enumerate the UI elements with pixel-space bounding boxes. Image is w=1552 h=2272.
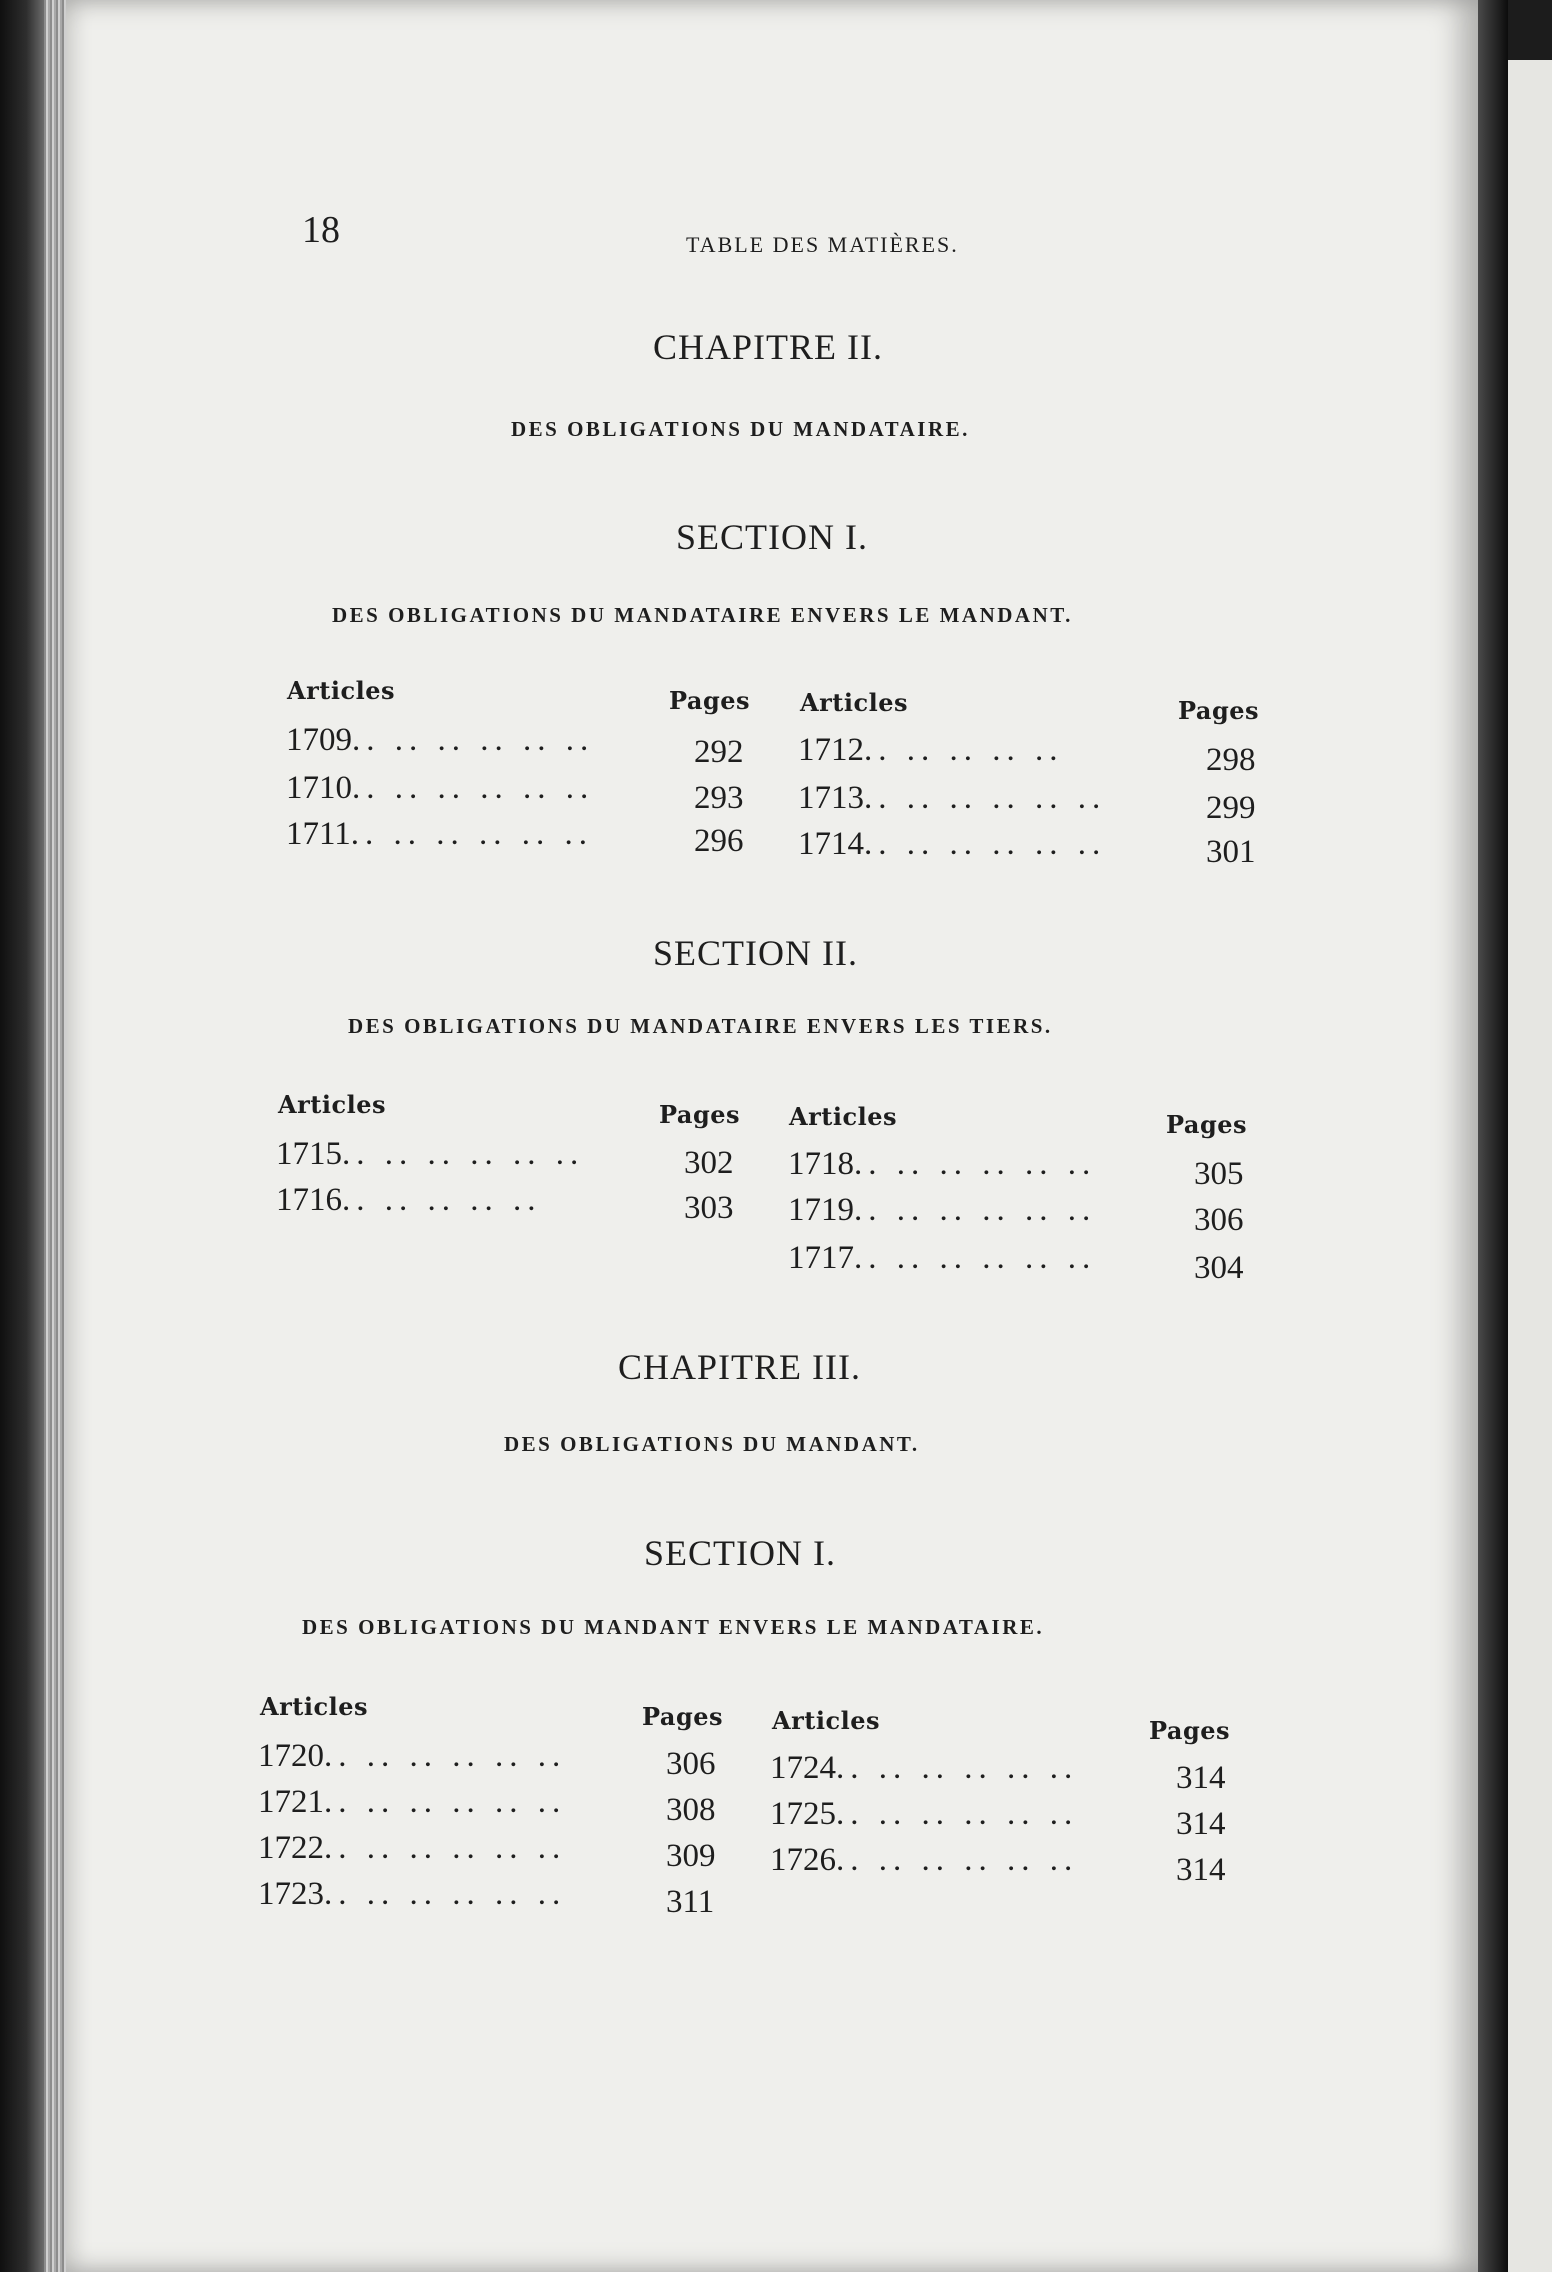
book-gutter [1478,0,1508,2272]
toc-entry [258,1830,566,1867]
toc-entry [788,1192,1096,1229]
toc-entry [770,1750,1078,1787]
dot-leader: .. .. .. .. .. .. [854,1192,1097,1228]
dot-leader: .. .. .. .. .. .. [836,1842,1079,1878]
page-ref: 303 [684,1190,734,1226]
article-number: 1710 [286,770,352,806]
page-ref: 311 [666,1884,715,1920]
dot-leader: .. .. .. .. .. [864,732,1064,768]
article-number: 1722 [258,1830,324,1866]
page-ref: 302 [684,1145,734,1181]
article-number: 1724 [770,1750,836,1786]
dot-leader: .. .. .. .. .. .. [836,1750,1079,1786]
toc-entry [286,770,594,807]
dot-leader: .. .. .. .. .. .. [350,816,594,852]
article-number: 1720 [258,1738,324,1774]
chapter-3-subtitle: DES OBLIGATIONS DU MANDANT. [504,1432,920,1456]
chapter-2-subtitle: DES OBLIGATIONS DU MANDATAIRE. [511,417,970,441]
col-header-articles: Articles [789,1102,897,1131]
chapter-3-section-1-subtitle: DES OBLIGATIONS DU MANDANT ENVERS LE MANDATAIRE. [302,1615,1045,1639]
toc-entry [276,1136,584,1173]
col-header-articles: Articles [800,688,908,717]
dot-leader: .. .. .. .. .. .. [836,1796,1079,1832]
dot-leader: .. .. .. .. .. .. [324,1830,567,1866]
article-number: 1719 [788,1192,854,1228]
toc-entry [258,1876,566,1913]
toc-entry [798,826,1106,863]
chapter-2-section-2-subtitle: DES OBLIGATIONS DU MANDATAIRE ENVERS LES TIERS. [348,1014,1053,1038]
toc-entry [788,1240,1096,1277]
article-number: 1718 [788,1146,854,1182]
col-header-pages: Pages [642,1702,724,1731]
chapter-2-section-1-subtitle: DES OBLIGATIONS DU MANDATAIRE ENVERS LE MANDANT. [332,603,1073,627]
article-number: 1726 [770,1842,836,1878]
article-number: 1712 [798,732,864,768]
col-header-articles: Articles [772,1706,880,1735]
dot-leader: .. .. .. .. .. .. [864,826,1107,862]
page-ref: 308 [666,1792,716,1828]
col-header-articles: Articles [260,1692,368,1721]
article-number: 1709 [286,722,352,758]
toc-entry [798,780,1106,817]
dot-leader: .. .. .. .. .. .. [324,1738,567,1774]
dot-leader: .. .. .. .. .. .. [854,1146,1097,1182]
toc-entry [770,1796,1078,1833]
chapter-2-section-1-title: SECTION I. [676,517,868,557]
dot-leader: .. .. .. .. .. [342,1182,542,1218]
page-ref: 299 [1206,790,1256,826]
chapter-2-section-2-title: SECTION II. [653,933,858,973]
dot-leader: .. .. .. .. .. .. [324,1784,567,1820]
dot-leader: .. .. .. .. .. .. [352,770,595,806]
page-ref: 301 [1206,834,1256,870]
chapter-3-section-1-title: SECTION I. [644,1533,836,1573]
col-header-pages: Pages [1166,1110,1248,1139]
page-ref: 309 [666,1838,716,1874]
article-number: 1715 [276,1136,342,1172]
col-header-articles: Articles [287,676,395,705]
page-edges [44,0,66,2272]
page-ref: 293 [694,780,744,816]
toc-entry [258,1738,566,1775]
page-ref: 314 [1176,1806,1226,1842]
page-ref: 305 [1194,1156,1244,1192]
toc-entry [276,1182,542,1219]
chapter-2-title: CHAPITRE II. [653,327,883,367]
col-header-articles: Articles [278,1090,386,1119]
article-number: 1717 [788,1240,854,1276]
page-ref: 292 [694,734,744,770]
facing-page-edge [1508,60,1552,2272]
toc-entry [286,816,593,853]
dot-leader: .. .. .. .. .. .. [324,1876,567,1912]
page-ref: 306 [666,1746,716,1782]
running-head: TABLE DES MATIÈRES. [686,232,959,257]
toc-entry [798,732,1064,769]
article-number: 1713 [798,780,864,816]
article-number: 1725 [770,1796,836,1832]
article-number: 1723 [258,1876,324,1912]
page-ref: 314 [1176,1852,1226,1888]
article-number: 1711 [286,816,351,852]
toc-entry [258,1784,566,1821]
col-header-pages: Pages [669,686,751,715]
book-page [66,0,1478,2272]
page-ref: 296 [694,823,744,859]
page-ref: 298 [1206,742,1256,778]
toc-entry [770,1842,1078,1879]
scan-background-left [0,0,44,2272]
dot-leader: .. .. .. .. .. .. [864,780,1107,816]
page-number: 18 [302,209,340,251]
toc-entry [286,722,594,759]
article-number: 1714 [798,826,864,862]
article-number: 1721 [258,1784,324,1820]
page-ref: 314 [1176,1760,1226,1796]
toc-entry [788,1146,1096,1183]
dot-leader: .. .. .. .. .. .. [352,722,595,758]
col-header-pages: Pages [1149,1716,1231,1745]
dot-leader: .. .. .. .. .. .. [342,1136,585,1172]
page-ref: 304 [1194,1250,1244,1286]
page-ref: 306 [1194,1202,1244,1238]
col-header-pages: Pages [659,1100,741,1129]
chapter-3-title: CHAPITRE III. [618,1347,861,1387]
article-number: 1716 [276,1182,342,1218]
dot-leader: .. .. .. .. .. .. [854,1240,1097,1276]
col-header-pages: Pages [1178,696,1260,725]
